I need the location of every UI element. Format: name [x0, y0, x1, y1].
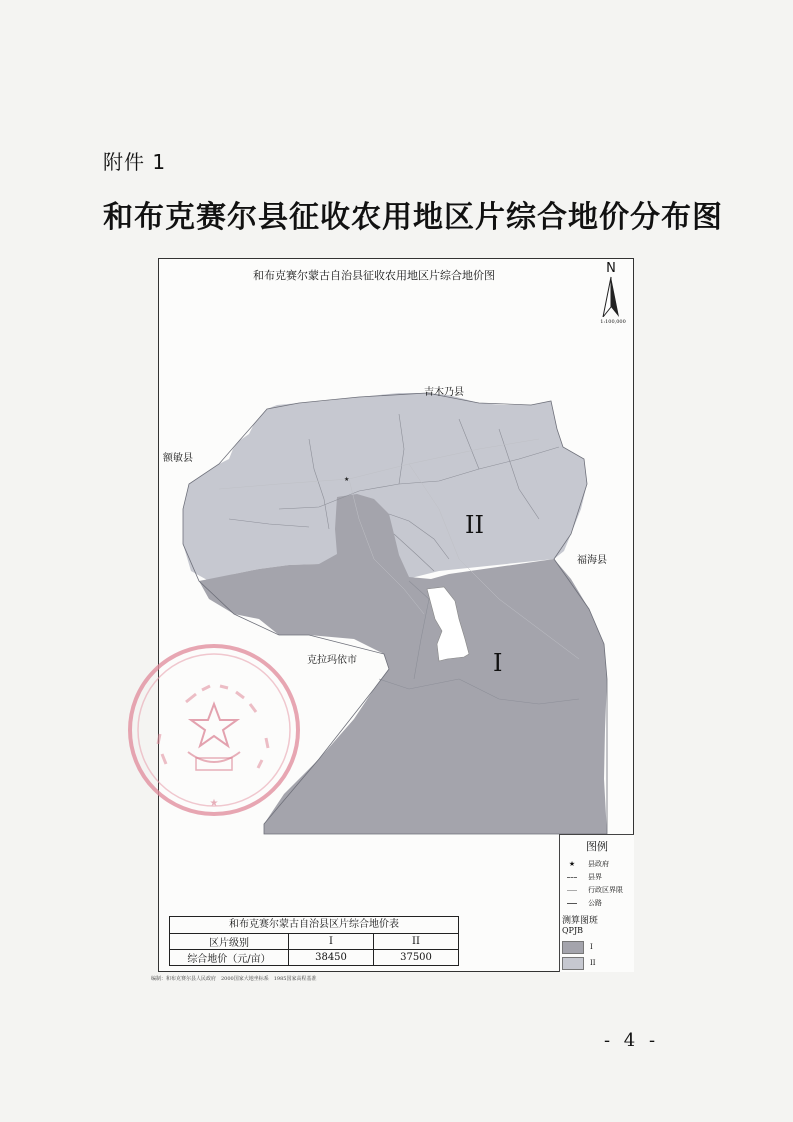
table-cell: 38450	[289, 950, 374, 966]
legend-item-label: 公路	[588, 899, 602, 907]
map-frame	[158, 258, 634, 972]
north-letter: N	[606, 261, 616, 276]
county-seat-icon: ★	[344, 476, 350, 483]
zone-2-label: II	[465, 511, 484, 539]
svg-text:★: ★	[209, 798, 219, 809]
legend-subtitle-1: 测算图斑	[562, 916, 599, 926]
document-title: 和布克赛尔县征收农用地区片综合地价分布图	[103, 200, 723, 235]
legend-swatch-label: II	[590, 959, 596, 967]
legend-title: 图例	[586, 840, 608, 853]
table-cell: II	[374, 934, 459, 950]
map-title: 和布克赛尔蒙古自治县征收农用地区片综合地价图	[253, 269, 495, 282]
table-row	[170, 950, 459, 966]
legend-item-county-seat	[566, 859, 632, 869]
legend-item-label: 县界	[588, 873, 602, 881]
table-cell: 综合地价（元/亩）	[170, 950, 289, 966]
legend-item-county-boundary	[566, 872, 632, 882]
legend-item-admin-boundary	[566, 885, 632, 895]
page-number: - 4 -	[604, 1030, 660, 1051]
star-icon: ★	[568, 860, 576, 868]
road-line-icon	[567, 903, 577, 904]
map-footnote: 编制：和布克赛尔县人民政府 2000国家大地坐标系 1985国家高程基准	[151, 976, 317, 982]
map-scale: 1:100,000	[600, 319, 626, 325]
legend-swatch-label: I	[590, 943, 593, 951]
neighbor-west-label: 额敏县	[163, 453, 193, 464]
legend-subtitle-2: QPJB	[562, 926, 584, 935]
legend-item-label: 县政府	[588, 860, 609, 868]
map-legend	[559, 834, 634, 972]
zone-1-label: I	[493, 649, 503, 677]
neighbor-east-label: 福海县	[577, 555, 607, 566]
official-seal-icon	[126, 642, 302, 818]
table-cell: I	[289, 934, 374, 950]
legend-item-road	[566, 898, 632, 908]
legend-swatch-zone-2	[562, 957, 584, 970]
neighbor-north-label: 吉木乃县	[424, 387, 464, 398]
price-table	[169, 916, 459, 966]
legend-swatch-zone-1	[562, 941, 584, 954]
table-cell: 37500	[374, 950, 459, 966]
table-row	[170, 934, 459, 950]
price-table-title: 和布克赛尔蒙古自治县区片综合地价表	[169, 916, 459, 933]
table-cell: 区片级别	[170, 934, 289, 950]
dashed-line-icon	[567, 877, 577, 878]
legend-item-label: 行政区界限	[588, 886, 623, 894]
neighbor-southwest-label: 克拉玛依市	[307, 655, 357, 666]
thin-line-icon	[567, 890, 577, 891]
attachment-label: 附件 1	[103, 150, 167, 174]
